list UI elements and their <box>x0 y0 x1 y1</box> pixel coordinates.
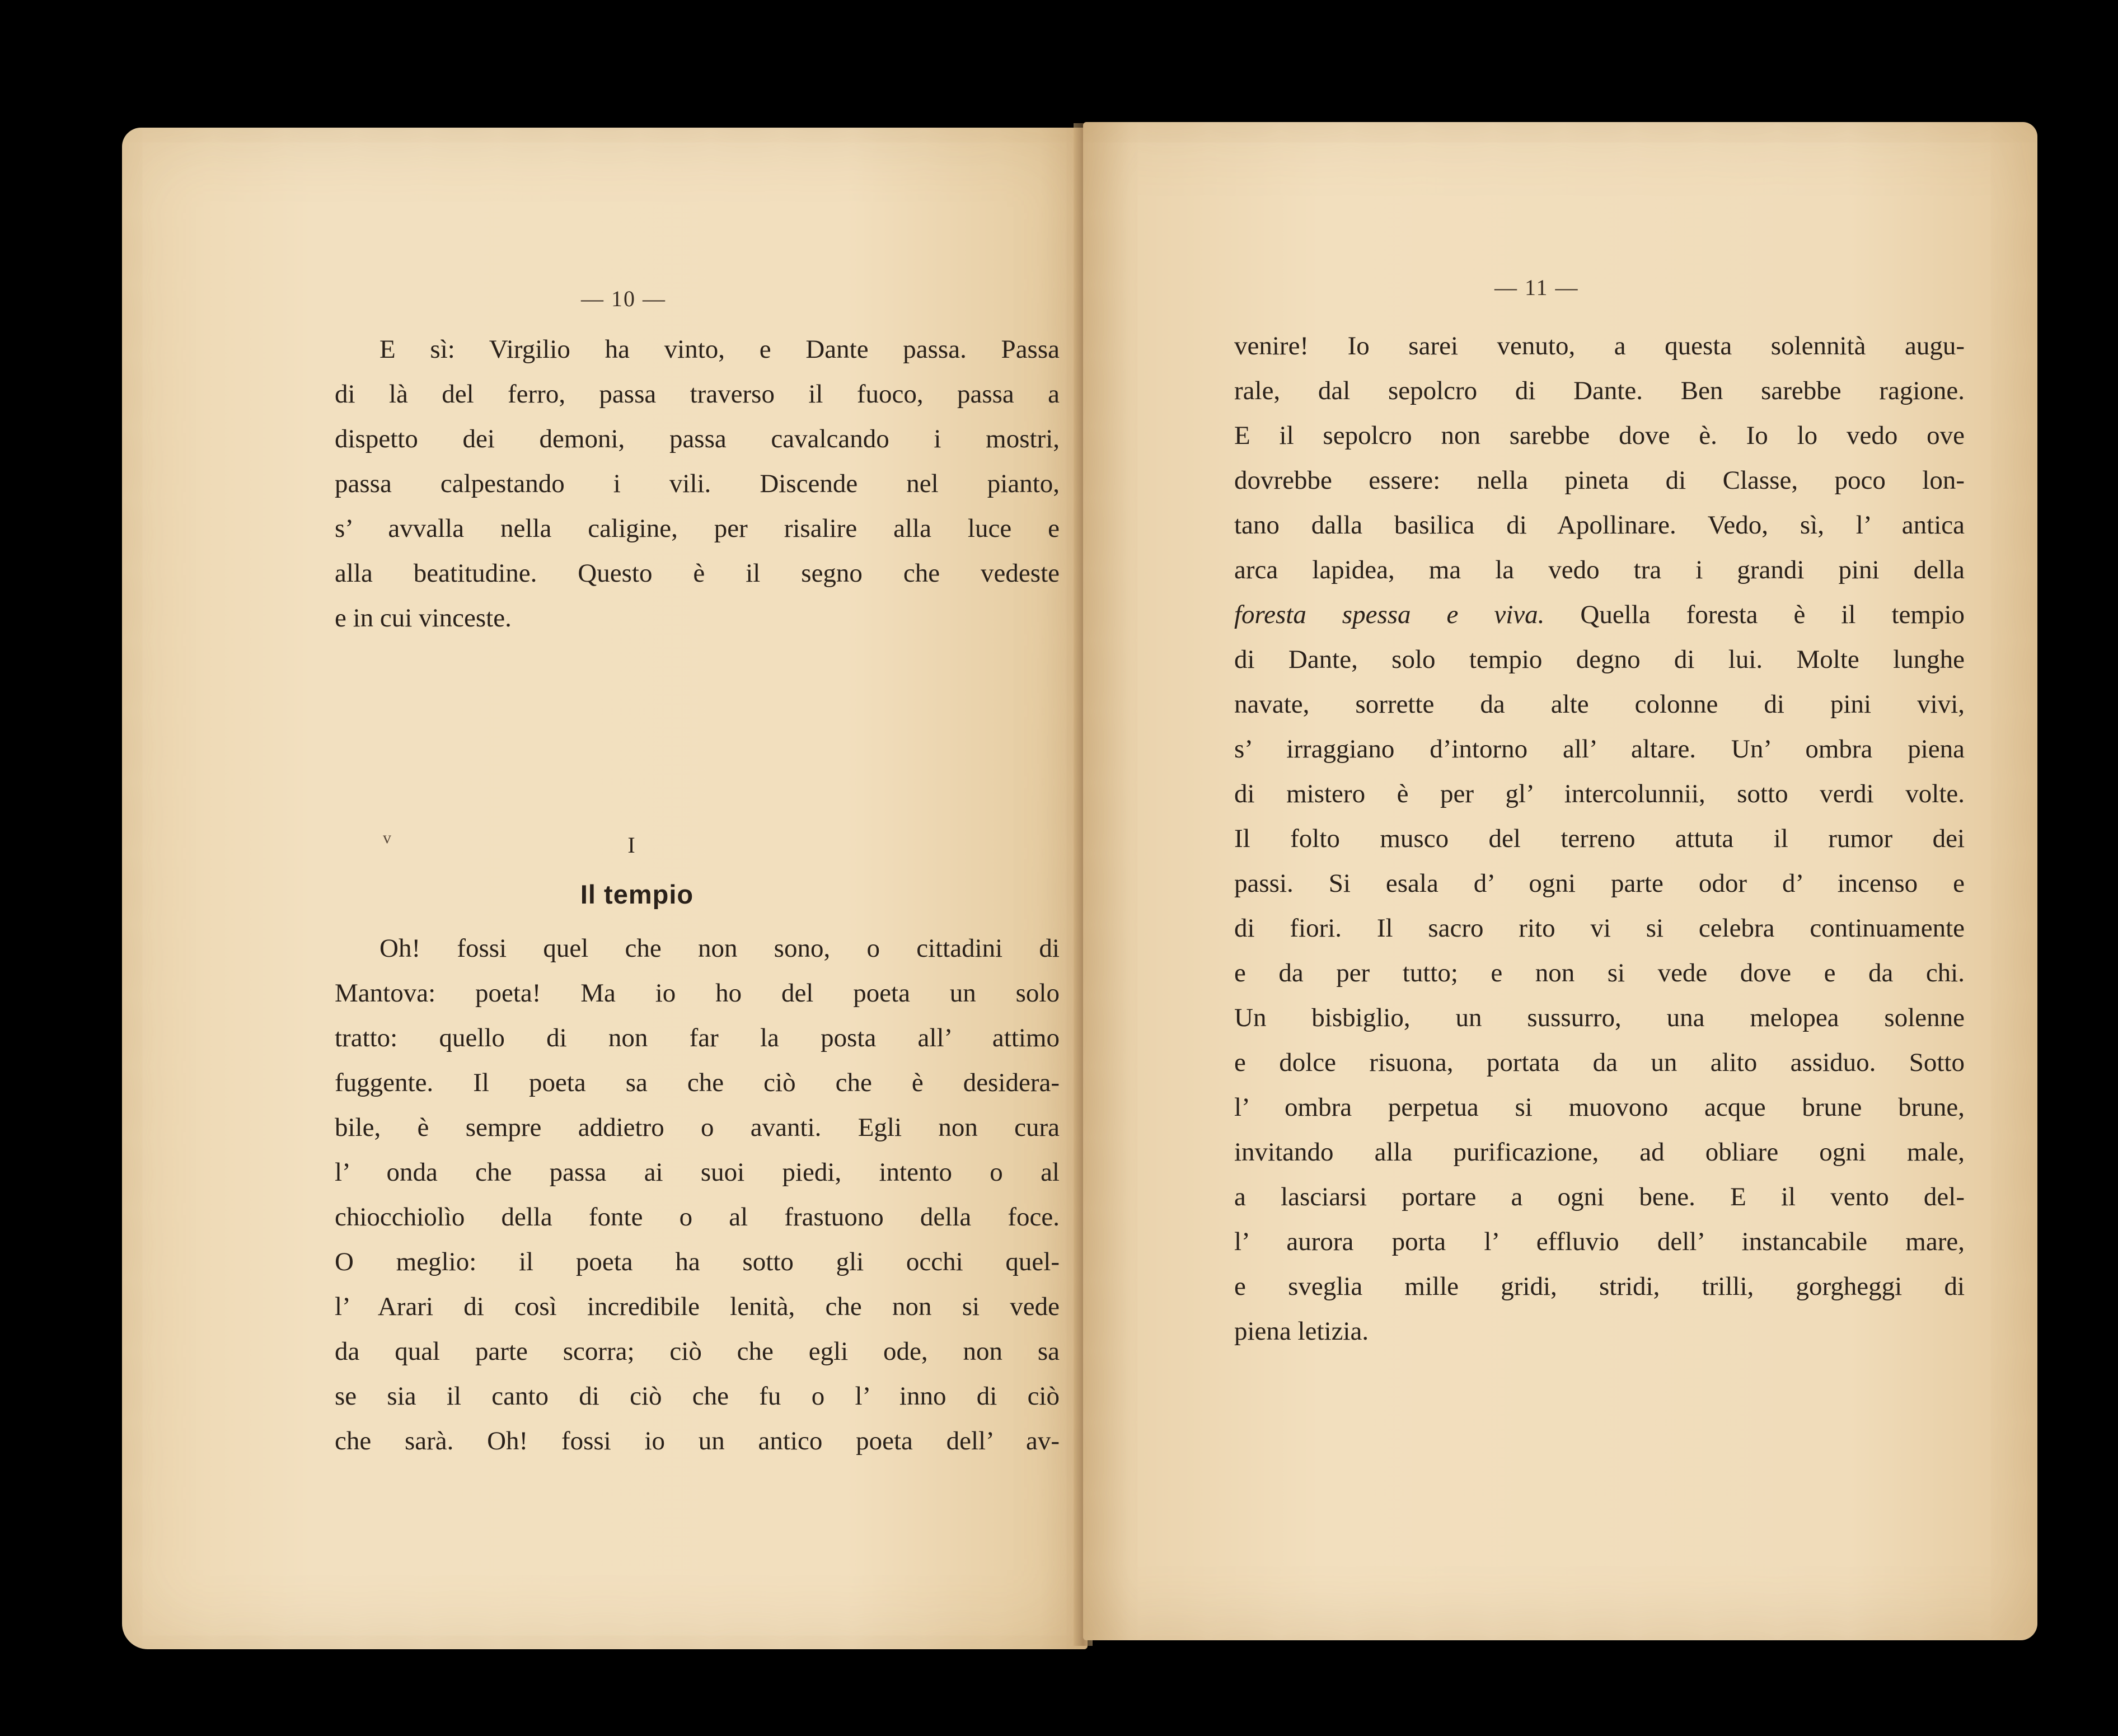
text-line: Un bisbiglio, un sussurro, una melopea solenne <box>1234 1003 1965 1032</box>
text-line: Oh! fossi quel che non sono, o cittadini di <box>379 934 1060 963</box>
text-line: arca lapidea, ma la vedo tra i grandi pini della <box>1234 555 1965 584</box>
text-line: rale, dal sepolcro di Dante. Ben sarebbe ragione. <box>1234 376 1965 405</box>
text-line: tratto: quello di non far la posta all’ attimo <box>335 1023 1060 1052</box>
text-line: tano dalla basilica di Apollinare. Vedo, sì, l’ antica <box>1234 511 1965 540</box>
text-line: che sarà. Oh! fossi io un antico poeta dell’ av- <box>335 1426 1060 1456</box>
text-line: navate, sorrette da alte colonne di pini vivi, <box>1234 690 1965 719</box>
text-line: E sì: Virgilio ha vinto, e Dante passa. Passa <box>379 335 1060 364</box>
text-line: Il folto musco del terreno attuta il rumor dei <box>1234 824 1965 853</box>
text-line: l’ aurora porta l’ effluvio dell’ instancabile mare, <box>1234 1227 1965 1256</box>
text-line: se sia il canto di ciò che fu o l’ inno di ciò <box>335 1382 1060 1411</box>
text-line: s’ irraggiano d’intorno all’ altare. Un’ ombra piena <box>1234 734 1965 764</box>
chapter-number: I <box>627 832 635 858</box>
text-fragment: Quella foresta è il tempio <box>1544 600 1965 629</box>
right-page <box>1083 122 2037 1640</box>
page-number-right: — 11 — <box>1494 275 1579 300</box>
text-line: e sveglia mille gridi, stridi, trilli, gorgheggi di <box>1234 1272 1965 1301</box>
text-line: s’ avvalla nella caligine, per risalire alla luce e <box>335 514 1060 543</box>
text-line: di Dante, solo tempio degno di lui. Molte lunghe <box>1234 645 1965 674</box>
page-number-left: — 10 — <box>581 286 666 311</box>
text-line: fuggente. Il poeta sa che ciò che è desidera- <box>335 1068 1060 1097</box>
italic-phrase: foresta spessa e viva. <box>1234 600 1545 629</box>
text-line: dispetto dei demoni, passa cavalcando i mostri, <box>335 424 1060 453</box>
text-line: venire! Io sarei venuto, a questa solennità augu- <box>1234 331 1965 361</box>
text-line: piena letizia. <box>1234 1317 1369 1346</box>
text-line: e da per tutto; e non si vede dove e da chi. <box>1234 958 1965 988</box>
paragraph-oh-fossi <box>335 926 1060 1463</box>
text-line: O meglio: il poeta ha sotto gli occhi quel- <box>335 1247 1060 1276</box>
chapter-title: Il tempio <box>580 879 694 909</box>
paragraph-virgilio <box>335 327 1060 640</box>
text-line: di mistero è per gl’ intercolunnii, sotto verdi volte. <box>1234 779 1965 808</box>
text-line: e dolce risuona, portata da un alito assiduo. Sotto <box>1234 1048 1965 1077</box>
text-line: l’ Arari di così incredibile lenità, che non si vede <box>335 1292 1060 1321</box>
paragraph-venire <box>1234 324 1965 1354</box>
left-page <box>122 128 1088 1649</box>
text-line: bile, è sempre addietro o avanti. Egli non cura <box>335 1113 1060 1142</box>
text-line: invitando alla purificazione, ad obliare ogni male, <box>1234 1138 1965 1167</box>
text-line: passa calpestando i vili. Discende nel pianto, <box>335 469 1060 498</box>
text-line-italic <box>1234 592 1965 637</box>
text-line: passi. Si esala d’ ogni parte odor d’ incenso e <box>1234 869 1965 898</box>
text-line: chiocchiolìo della fonte o al frastuono della foce. <box>335 1202 1060 1232</box>
marginal-mark: v <box>383 829 391 847</box>
text-line: alla beatitudine. Questo è il segno che vedeste <box>335 559 1060 588</box>
text-line: da qual parte scorra; ciò che egli ode, non sa <box>335 1337 1060 1366</box>
text-line: di là del ferro, passa traverso il fuoco, passa a <box>335 380 1060 409</box>
text-line: di fiori. Il sacro rito vi si celebra continuamente <box>1234 914 1965 943</box>
text-line: l’ ombra perpetua si muovono acque brune brune, <box>1234 1093 1965 1122</box>
text-line: a lasciarsi portare a ogni bene. E il vento del- <box>1234 1182 1965 1211</box>
text-line: l’ onda che passa ai suoi piedi, intento o al <box>335 1158 1060 1187</box>
text-line: Mantova: poeta! Ma io ho del poeta un solo <box>335 979 1060 1008</box>
text-line: e in cui vinceste. <box>335 603 512 633</box>
text-line: dovrebbe essere: nella pineta di Classe, poco lon- <box>1234 466 1965 495</box>
text-line: E il sepolcro non sarebbe dove è. Io lo vedo ove <box>1234 421 1965 450</box>
